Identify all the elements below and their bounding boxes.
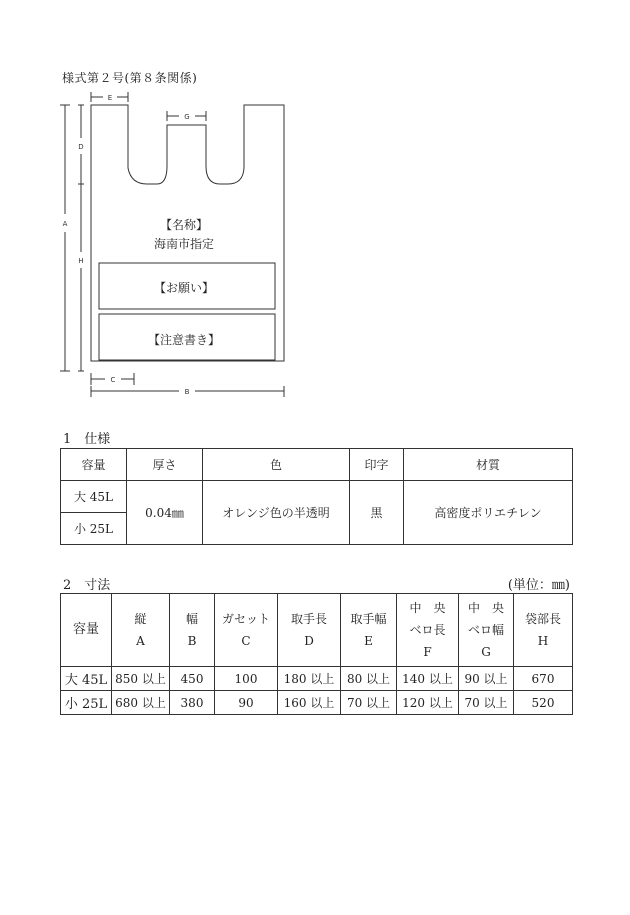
dim-cell: 670 bbox=[514, 667, 573, 691]
bag-outline bbox=[91, 105, 284, 361]
spec-header-print: 印字 bbox=[350, 449, 404, 481]
dim-cell: 680 以上 bbox=[112, 691, 170, 715]
spec-header-row bbox=[61, 449, 573, 481]
dimension-header-row bbox=[61, 594, 573, 667]
spec-section-title: 1 仕様 bbox=[63, 432, 111, 447]
dimension-section-title: 2 寸法 bbox=[63, 578, 111, 593]
dimension-row-large bbox=[61, 667, 573, 691]
bag-caution-text: 【注意書き】 bbox=[147, 333, 220, 347]
dim-cell: 100 bbox=[215, 667, 278, 691]
dim-header-gusset: ガセット C bbox=[215, 594, 278, 667]
dim-cell: 90 以上 bbox=[459, 667, 514, 691]
dim-cell: 850 以上 bbox=[112, 667, 170, 691]
dimension-row-small bbox=[61, 691, 573, 715]
dim-label-a: A bbox=[62, 220, 68, 228]
dim-header-capacity: 容量 bbox=[61, 594, 112, 667]
spec-print-value: 黒 bbox=[350, 481, 404, 545]
spec-size-small: 小 25L bbox=[61, 513, 127, 545]
bag-request-text: 【お願い】 bbox=[153, 281, 214, 295]
dim-cell: 小 25L bbox=[61, 691, 112, 715]
spec-row-large bbox=[61, 481, 573, 513]
dimension-table bbox=[60, 593, 573, 715]
spec-material-value: 高密度ポリエチレン bbox=[404, 481, 573, 545]
spec-header-color: 色 bbox=[203, 449, 350, 481]
dim-cell: 160 以上 bbox=[278, 691, 341, 715]
dim-label-c: C bbox=[110, 376, 116, 384]
bag-name-heading: 【名称】 bbox=[159, 218, 208, 232]
dim-header-length: 縦 A bbox=[112, 594, 170, 667]
spec-thickness-value: 0.04㎜ bbox=[127, 481, 203, 545]
dim-cell: 70 以上 bbox=[341, 691, 397, 715]
dim-header-handle-width: 取手幅 E bbox=[341, 594, 397, 667]
spec-size-large: 大 45L bbox=[61, 481, 127, 513]
spec-table bbox=[60, 448, 573, 545]
dim-header-flap-length: 中 央 ベロ長 F bbox=[397, 594, 459, 667]
dim-cell: 520 bbox=[514, 691, 573, 715]
spec-header-capacity: 容量 bbox=[61, 449, 127, 481]
bag-name-value: 海南市指定 bbox=[153, 237, 214, 251]
dim-label-d: D bbox=[78, 143, 84, 151]
dim-cell: 120 以上 bbox=[397, 691, 459, 715]
dim-cell: 70 以上 bbox=[459, 691, 514, 715]
dim-cell: 大 45L bbox=[61, 667, 112, 691]
dim-cell: 450 bbox=[170, 667, 215, 691]
dim-label-h: H bbox=[78, 257, 84, 265]
dim-header-handle-length: 取手長 D bbox=[278, 594, 341, 667]
dim-label-b: B bbox=[184, 388, 190, 396]
form-number-title: 様式第２号(第８条関係) bbox=[62, 71, 198, 85]
unit-label: (単位：㎜) bbox=[507, 578, 570, 593]
dim-cell: 140 以上 bbox=[397, 667, 459, 691]
dim-cell: 80 以上 bbox=[341, 667, 397, 691]
dim-header-flap-width: 中 央 ベロ幅 G bbox=[459, 594, 514, 667]
dim-cell: 90 bbox=[215, 691, 278, 715]
spec-color-value: オレンジ色の半透明 bbox=[203, 481, 350, 545]
dim-header-width: 幅 B bbox=[170, 594, 215, 667]
dim-header-body-length: 袋部長 H bbox=[514, 594, 573, 667]
spec-header-thickness: 厚さ bbox=[127, 449, 203, 481]
dim-cell: 180 以上 bbox=[278, 667, 341, 691]
dim-cell: 380 bbox=[170, 691, 215, 715]
dim-label-g: G bbox=[184, 113, 190, 121]
spec-header-material: 材質 bbox=[404, 449, 573, 481]
dim-label-e: E bbox=[107, 94, 113, 102]
